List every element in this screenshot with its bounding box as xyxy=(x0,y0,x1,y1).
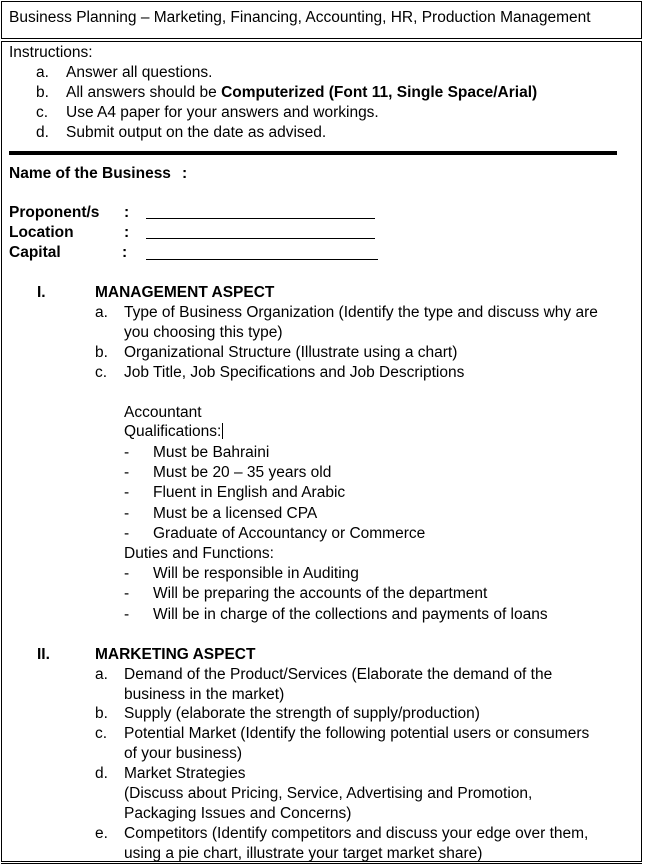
list-marker: d. xyxy=(95,765,108,782)
dash-bullet: - xyxy=(124,565,130,582)
proponents-colon: : xyxy=(124,204,130,221)
instruction-marker: a. xyxy=(36,64,49,81)
list-item-text: Demand of the Product/Services (Elaborate the demand of the xyxy=(124,666,553,683)
instruction-emphasis: Computerized (Font 11, Single Space/Arial) xyxy=(221,84,538,101)
qualifications-label-text: Qualifications: xyxy=(124,423,222,440)
instruction-text: Use A4 paper for your answers and workings. xyxy=(66,104,379,121)
qualification-item: Graduate of Accountancy or Commerce xyxy=(153,525,426,542)
list-item-text: Job Title, Job Specifications and Job Descriptions xyxy=(124,364,465,381)
instruction-text xyxy=(66,83,537,103)
dash-bullet: - xyxy=(124,444,130,461)
list-marker: b. xyxy=(95,705,108,722)
list-item-text: (Discuss about Pricing, Service, Advertising and Promotion, xyxy=(124,785,533,802)
business-name-colon: : xyxy=(182,165,188,182)
capital-colon: : xyxy=(122,244,128,261)
section-heading: MARKETING ASPECT xyxy=(95,646,256,663)
list-item-text: Potential Market (Identify the following potential users or consumers xyxy=(124,725,590,742)
list-item-text: Type of Business Organization (Identify the type and discuss why are xyxy=(124,304,598,321)
duty-item: Will be preparing the accounts of the department xyxy=(153,585,488,602)
list-item-text: of your business) xyxy=(124,745,243,762)
list-item-text: Competitors (Identify competitors and discuss your edge over them, xyxy=(124,825,589,842)
business-name-label: Name of the Business xyxy=(9,165,171,182)
instruction-text-plain: All answers should be xyxy=(66,84,222,101)
location-blank xyxy=(146,238,375,239)
section-heading: MANAGEMENT ASPECT xyxy=(95,284,275,301)
section-numeral: II. xyxy=(37,646,50,663)
dash-bullet: - xyxy=(124,464,130,481)
list-marker: b. xyxy=(95,344,108,361)
proponents-blank xyxy=(146,218,375,219)
qualification-item: Must be Bahraini xyxy=(153,444,270,461)
dash-bullet: - xyxy=(124,505,130,522)
location-label: Location xyxy=(9,224,74,241)
dash-bullet: - xyxy=(124,525,130,542)
instruction-text: Answer all questions. xyxy=(66,64,213,81)
horizontal-rule xyxy=(9,151,617,155)
dash-bullet: - xyxy=(124,606,130,623)
list-marker: c. xyxy=(95,725,108,742)
list-item-text: you choosing this type) xyxy=(124,324,283,341)
list-item-text: Packaging Issues and Concerns) xyxy=(124,805,352,822)
duty-item: Will be responsible in Auditing xyxy=(153,565,359,582)
instructions-heading: Instructions: xyxy=(9,44,93,61)
section-numeral: I. xyxy=(37,284,46,301)
duty-item: Will be in charge of the collections and payments of loans xyxy=(153,606,548,623)
qualification-item: Fluent in English and Arabic xyxy=(153,484,346,501)
location-colon: : xyxy=(124,224,130,241)
qualification-item: Must be 20 – 35 years old xyxy=(153,464,332,481)
dash-bullet: - xyxy=(124,484,130,501)
proponents-label: Proponent/s xyxy=(9,204,100,221)
instruction-text: Submit output on the date as advised. xyxy=(66,124,327,141)
duties-label: Duties and Functions: xyxy=(124,545,274,562)
list-marker: a. xyxy=(95,304,108,321)
list-marker: e. xyxy=(95,825,108,842)
list-marker: c. xyxy=(95,364,108,381)
list-item-text: using a pie chart, illustrate your target market share) xyxy=(124,845,483,862)
list-item-text: business in the market) xyxy=(124,686,285,703)
capital-blank xyxy=(146,259,378,260)
title-box xyxy=(1,1,642,39)
list-item-text: Supply (elaborate the strength of supply/production) xyxy=(124,705,480,722)
main-content-box xyxy=(1,41,642,862)
list-marker: a. xyxy=(95,666,108,683)
instruction-marker: b. xyxy=(36,84,49,101)
qualification-item: Must be a licensed CPA xyxy=(153,505,318,522)
bottom-border-line xyxy=(1,863,642,864)
list-item-text: Market Strategies xyxy=(124,765,246,782)
text-cursor xyxy=(222,423,223,439)
instruction-marker: d. xyxy=(36,124,49,141)
capital-label: Capital xyxy=(9,244,61,261)
document-title: Business Planning – Marketing, Financing, Accounting, HR, Production Management xyxy=(9,9,591,26)
instruction-marker: c. xyxy=(36,104,49,121)
dash-bullet: - xyxy=(124,585,130,602)
job-title: Accountant xyxy=(124,404,202,421)
list-item-text: Organizational Structure (Illustrate using a chart) xyxy=(124,344,458,361)
qualifications-label xyxy=(124,422,223,442)
